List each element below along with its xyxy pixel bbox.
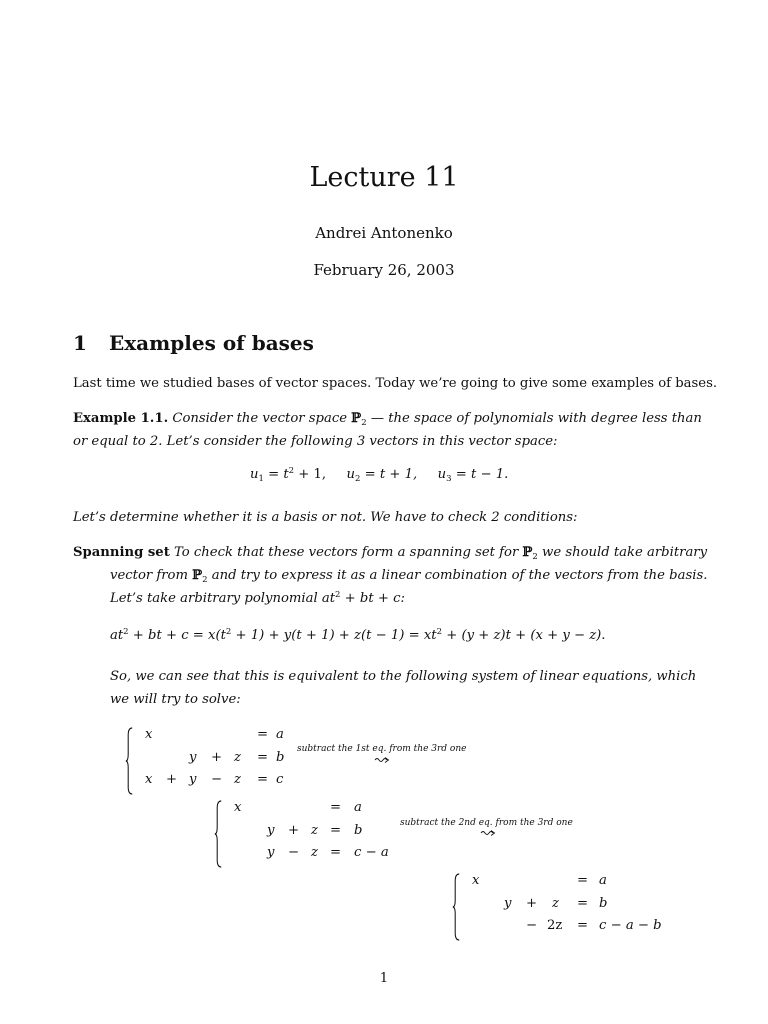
- u1-rhs: = t: [268, 467, 289, 482]
- step-note-2: subtract the 2nd eq. from the 3rd one: [400, 818, 573, 828]
- example-line-2: or equal to 2. Let’s consider the following 3 vectors in this vector space:: [73, 434, 558, 449]
- u1-subscript: 1: [258, 474, 264, 484]
- space-symbol: ℙ: [522, 545, 533, 560]
- u1-exponent: 2: [288, 466, 295, 476]
- exponent: 2: [225, 627, 232, 637]
- spanning-line-3: [110, 587, 405, 610]
- squiggly-arrow-icon: [480, 829, 496, 837]
- exponent: 2: [436, 627, 443, 637]
- example-line-1: [73, 407, 702, 430]
- space-subscript: 2: [361, 418, 367, 428]
- spanning-line-1: [73, 541, 707, 564]
- section-title: Examples of bases: [109, 331, 314, 355]
- spanning-line-2: [110, 564, 707, 587]
- spanning-text-a: To check that these vectors form a spanning set for: [174, 545, 519, 560]
- squiggly-arrow-icon: [374, 756, 390, 764]
- equation-system-2: x = a y + z = b y − z = c − a: [214, 800, 414, 868]
- example-label: Example 1.1.: [73, 411, 169, 426]
- u3-rhs: = t − 1.: [455, 467, 509, 482]
- left-brace-icon: [125, 727, 133, 795]
- space-symbol: ℙ: [192, 568, 203, 583]
- spanning-text-d: and try to express it as a linear combination of the vectors from the basis.: [211, 568, 708, 583]
- u2-symbol: u: [346, 467, 356, 482]
- equation-system-1: x = a y + z = b x + y − z = c: [125, 727, 305, 795]
- page-number: 1: [379, 971, 389, 986]
- exponent: 2: [335, 590, 341, 600]
- author-name: Andrei Antonenko: [315, 224, 453, 242]
- spanning-text-c: vector from: [110, 568, 189, 583]
- poly-term-a: at: [110, 628, 124, 643]
- determine-sentence: Let’s determine whether it is a basis or not. We have to check 2 conditions:: [73, 510, 578, 525]
- u2-rhs: = t + 1,: [364, 467, 418, 482]
- space-subscript: 2: [202, 575, 208, 585]
- step-note-1: subtract the 1st eq. from the 3rd one: [297, 744, 467, 754]
- u2-subscript: 2: [355, 474, 361, 484]
- spanning-label: Spanning set: [73, 545, 170, 560]
- section-number: 1: [73, 331, 87, 355]
- left-brace-icon: [214, 800, 222, 868]
- exponent: 2: [123, 627, 129, 637]
- u3-subscript: 3: [446, 474, 452, 484]
- section-heading: [73, 331, 314, 355]
- lecture-title: Lecture 11: [309, 162, 459, 193]
- space-symbol: ℙ: [351, 411, 362, 426]
- so-line-2: we will try to solve:: [110, 692, 241, 707]
- poly-term-b: + bt + c = x(t: [132, 628, 226, 643]
- spanning-text-b: we should take arbitrary: [542, 545, 708, 560]
- so-line-1: So, we can see that this is equivalent to the following system of linear equations, which: [110, 669, 697, 684]
- example-text-a: Consider the vector space: [172, 411, 348, 426]
- left-brace-icon: [452, 873, 460, 941]
- space-subscript: 2: [532, 552, 538, 562]
- u1-symbol: u: [250, 467, 259, 482]
- u3-symbol: u: [437, 467, 447, 482]
- poly-term-c: + 1) + y(t + 1) + z(t − 1) = xt: [235, 628, 437, 643]
- u1-rhs-tail: + 1,: [298, 467, 327, 482]
- spanning-text-e: Let’s take arbitrary polynomial at: [110, 591, 336, 606]
- intro-paragraph: Last time we studied bases of vector spaces. Today we’re going to give some examples of bases.: [73, 376, 718, 391]
- poly-term-d: + (y + z)t + (x + y − z).: [446, 628, 606, 643]
- vectors-equation: [250, 467, 508, 482]
- example-text-b: — the space of polynomials with degree less than: [370, 411, 702, 426]
- polynomial-equation: [110, 628, 606, 643]
- spanning-text-f: + bt + c:: [344, 591, 405, 606]
- equation-system-3: x = a y + z = b − 2z = c − a − b: [452, 873, 682, 941]
- lecture-date: February 26, 2003: [313, 261, 455, 279]
